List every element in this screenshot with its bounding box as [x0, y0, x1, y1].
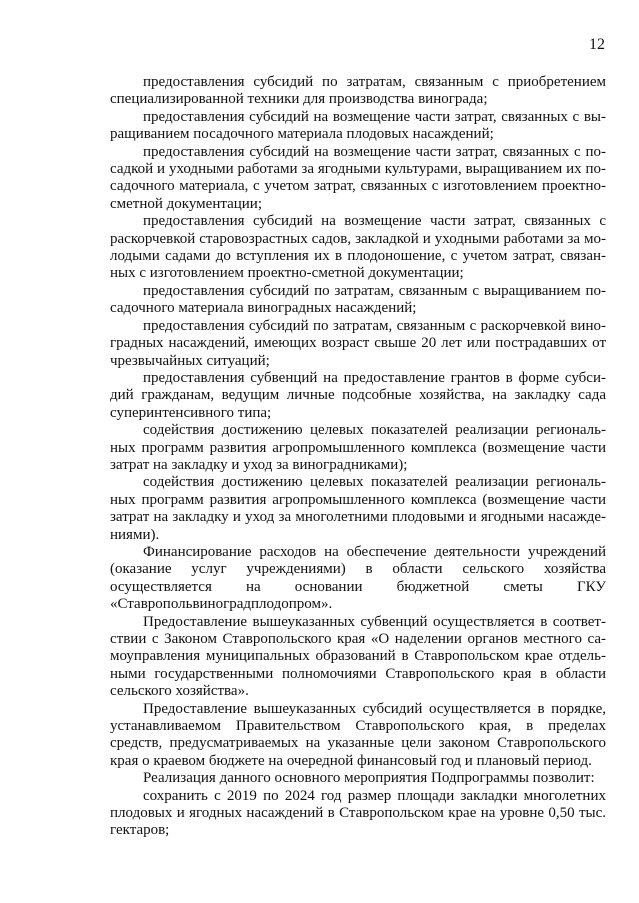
paragraph: Предоставление вышеуказанных субвенций осуществляется в соответствии с Законом Ставропольского края «О наделении органов местного самоуправления муниципальных образований в Ставропольском крае отдельными государственными полномочиями Ставропольского края в области сельского хозяйства».	[110, 613, 606, 700]
paragraph: предоставления субвенций на предоставление грантов в форме субсидий гражданам, ведущим личные подсобные хозяйства, на закладку сада суперинтенсивного типа;	[110, 369, 606, 421]
page-number: 12	[589, 36, 605, 53]
paragraph: предоставления субсидий по затратам, связанным с приобретением специализированной техники для производства винограда;	[110, 74, 606, 108]
paragraph: Финансирование расходов на обеспечение деятельности учреждений (оказание услуг учреждениями) в области сельского хозяйства осуществляется на основании бюджетной сметы ГКУ «Ставропольвиноградплодопром».	[110, 543, 606, 613]
paragraph: Предоставление вышеуказанных субсидий осуществляется в порядке, устанавливаемом Правительством Ставропольского края, в пределах средств, предусматриваемых на указанные цели законом Ставропольского края о краевом бюджете на очередной финансовый год и плановый период.	[110, 700, 606, 769]
paragraph: предоставления субсидий на возмещение части затрат, связанных с посадкой и уходными работами за ягодными культурами, выращиванием их посадочного материала, с учетом затрат, связанных с изготовлением проектно-сметной документации;	[110, 143, 606, 212]
paragraph: предоставления субсидий по затратам, связанным с раскорчевкой виноградных насаждений, имеющих возраст свыше 20 лет или пострадавших от чрезвычайных ситуаций;	[110, 317, 606, 369]
paragraph: сохранить с 2019 по 2024 год размер площади закладки многолетних плодовых и ягодных насаждений в Ставропольском крае на уровне 0,50 тыс. гектаров;	[110, 787, 606, 839]
paragraph: Реализация данного основного мероприятия Подпрограммы позволит:	[143, 770, 595, 787]
paragraph: предоставления субсидий по затратам, связанным с выращиванием посадочного материала виноградных насаждений;	[110, 282, 606, 317]
body-text	[110, 74, 606, 840]
paragraph: содействия достижению целевых показателей реализации региональных программ развития агропромышленного комплекса (возмещение части затрат на закладку и уход за многолетними плодовыми и ягодными насаждениями).	[110, 474, 606, 543]
paragraph: содействия достижению целевых показателей реализации региональных программ развития агропромышленного комплекса (возмещение части затрат на закладку и уход за виноградниками);	[110, 422, 606, 473]
paragraph: предоставления субсидий на возмещение части затрат, связанных с выращиванием посадочного материала плодовых насаждений;	[110, 108, 606, 143]
paragraph: предоставления субсидий на возмещение части затрат, связанных с раскорчевкой старовозрастных садов, закладкой и уходными работами за молодыми садами до вступления их в плодоношение, с учетом затрат, связанных с изготовлением проектно-сметной документации;	[110, 213, 606, 282]
